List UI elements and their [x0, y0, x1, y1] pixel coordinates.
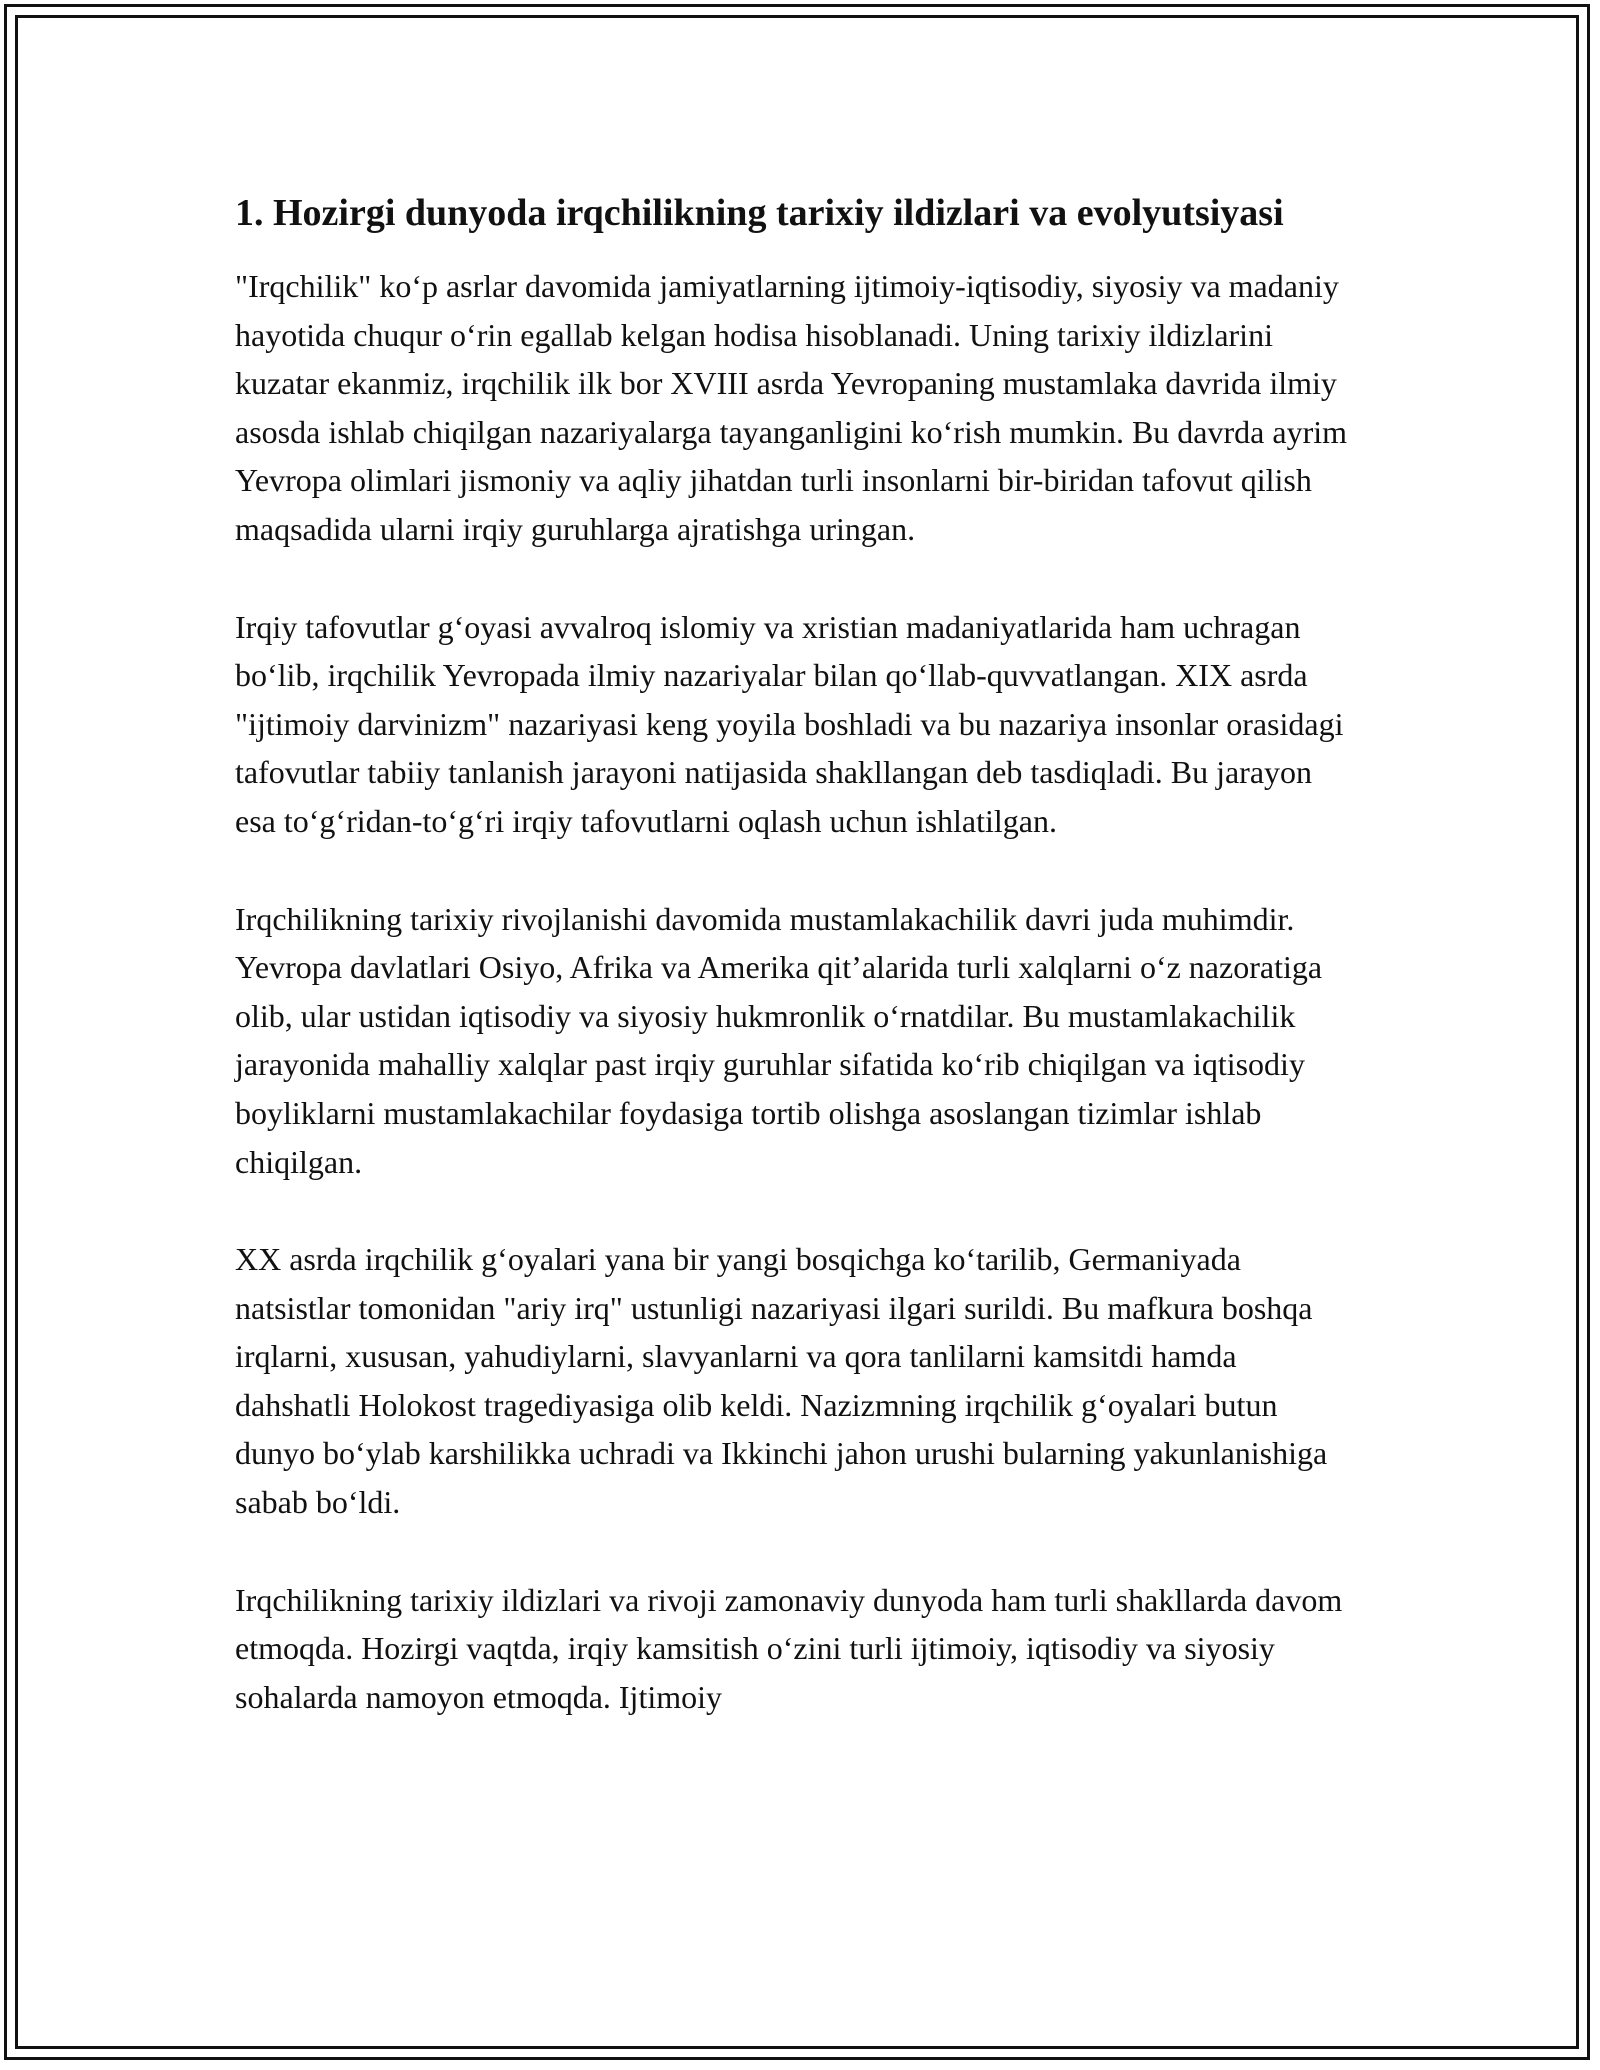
paragraph-4: XX asrda irqchilik g‘oyalari yana bir yangi bosqichga ko‘tarilib, Germaniyada natsistlar tomonidan "ariy irq" ustunligi nazariyasi ilgari surildi. Bu mafkura boshqa irqlarni, xususan, yahudiylarni, slavyanlarni va qora tanlilarni kamsitdi hamda dahshatli Holokost tragediyasiga olib keldi. Nazizmning irqchilik g‘oyalari butun dunyo bo‘ylab karshilikka uchradi va Ikkinchi jahon urushi bularning yakunlanishiga sabab bo‘ldi.	[235, 1241, 1328, 1521]
section-heading: 1. Hozirgi dunyoda irqchilikning tarixiy ildizlari va evolyutsiyasi	[235, 192, 1284, 234]
paragraph-2: Irqiy tafovutlar g‘oyasi avvalroq islomiy va xristian madaniyatlarida ham uchragan bo‘lib, irqchilik Yevropada ilmiy nazariyalar bilan qo‘llab-quvvatlangan. XIX asrda "ijtimoiy darvinizm" nazariyasi keng yoyila boshladi va bu nazariya insonlar orasidagi tafovutlar tabiiy tanlanish jarayoni natijasida shakllangan deb tasdiqladi. Bu jarayon esa to‘g‘ridan-to‘g‘ri irqiy tafovutlarni oqlash uchun ishlatilgan.	[235, 608, 1344, 839]
paragraph-1: "Irqchilik" ko‘p asrlar davomida jamiyatlarning ijtimoiy-iqtisodiy, siyosiy va madaniy hayotida chuqur o‘rin egallab kelgan hodisa hisoblanadi. Uning tarixiy ildizlarini kuzatar ekanmiz, irqchilik ilk bor XVIII asrda Yevropaning mustamlaka davrida ilmiy asosda ishlab chiqilgan nazariyalarga tayanganligini ko‘rish mumkin. Bu davrda ayrim Yevropa olimlari jismoniy va aqliy jihatdan turli insonlarni bir-biridan tafovut qilish maqsadida ularni irqiy guruhlarga ajratishga uringan.	[235, 268, 1347, 547]
document-body	[235, 185, 1355, 1770]
paragraph-3: Irqchilikning tarixiy rivojlanishi davomida mustamlakachilik davri juda muhimdir. Yevropa davlatlari Osiyo, Afrika va Amerika qit’alarida turli xalqlarni o‘z nazoratiga olib, ular ustidan iqtisodiy va siyosiy hukmronlik o‘rnatdilar. Bu mustamlakachilik jarayonida mahalliy xalqlar past irqiy guruhlar sifatida ko‘rib chiqilgan va iqtisodiy boyliklarni mustamlakachilar foydasiga tortib olishga asoslangan tizimlar ishlab chiqilgan.	[235, 900, 1323, 1180]
paragraph-5: Irqchilikning tarixiy ildizlari va rivoji zamonaviy dunyoda ham turli shakllarda davom etmoqda. Hozirgi vaqtda, irqiy kamsitish o‘zini turli ijtimoiy, iqtisodiy va siyosiy sohalarda namoyon etmoqda. Ijtimoiy	[235, 1581, 1343, 1715]
